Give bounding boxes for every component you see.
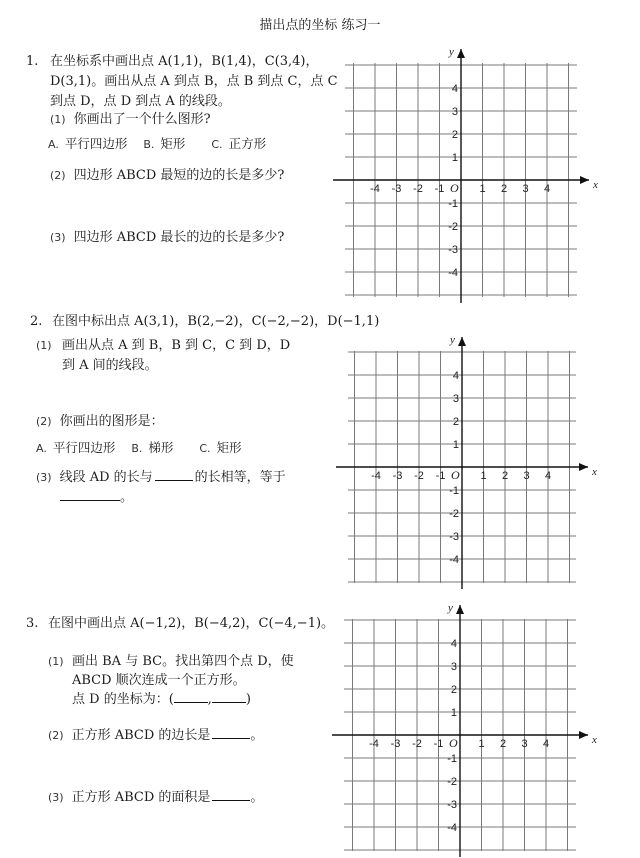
- q3-sub-2-num: (2): [48, 729, 64, 742]
- x-tick-label: -2: [413, 183, 423, 195]
- q2-sub-2-text: 你画出的图形是：: [59, 414, 164, 429]
- q3-sub-1-coord-label: 点 D 的坐标为：: [72, 692, 169, 707]
- q3-coord-open: (: [168, 692, 174, 707]
- y-tick-label: -4: [448, 267, 458, 279]
- x-tick-label: -2: [412, 738, 422, 750]
- x-tick-label: -4: [370, 183, 380, 195]
- y-axis-label: y: [450, 334, 455, 346]
- y-tick-label: -2: [447, 776, 457, 788]
- q1-option-b-text: 矩形: [160, 136, 186, 151]
- x-tick-label: -3: [391, 183, 402, 195]
- q2-option-b-text: 梯形: [148, 440, 174, 455]
- x-tick-label: -1: [435, 470, 446, 482]
- x-axis-label: x: [592, 466, 597, 478]
- x-axis-arrow: [579, 463, 588, 471]
- x-tick-label: -3: [390, 738, 401, 750]
- y-tick-label: 2: [452, 416, 459, 428]
- y-tick-label: -3: [448, 244, 458, 256]
- y-axis-arrow: [456, 605, 464, 614]
- x-tick-label: 2: [501, 470, 509, 482]
- x-tick-label: -1: [434, 183, 445, 195]
- x-axis-arrow: [579, 731, 588, 739]
- q2-sub-3-line-2: [60, 488, 133, 507]
- y-tick-label: 3: [450, 661, 457, 673]
- x-tick-label: 1: [480, 470, 487, 482]
- q3-coord-x-blank[interactable]: [174, 690, 208, 703]
- x-tick-label: -4: [369, 738, 379, 750]
- q3-sub-2-text: 正方形 ABCD 的边长是: [71, 728, 211, 743]
- origin-label: O: [449, 736, 458, 750]
- q2-sub-1-num: (1): [36, 339, 52, 352]
- x-tick-label: 3: [522, 183, 529, 195]
- q1-options: [48, 134, 266, 152]
- q2-sub-2: [36, 412, 164, 431]
- y-axis-arrow: [457, 49, 465, 58]
- x-tick-label: 2: [500, 183, 508, 195]
- question-1-stem-line-1: 在坐标系中画出点 A(1,1)，B(1,4)，C(3,4)，: [50, 54, 319, 69]
- x-tick-label: -1: [433, 738, 444, 750]
- question-3-stem: 在图中画出点 A(−1,2)，B(−4,2)，C(−4,−1)。: [48, 616, 335, 631]
- x-axis-label: x: [593, 179, 598, 191]
- q3-sub-3-blank[interactable]: [212, 788, 250, 801]
- q1-sub-3-num: (3): [50, 231, 66, 244]
- y-tick-label: -4: [449, 554, 459, 566]
- q2-option-a-label: A.: [36, 442, 47, 455]
- y-tick-label: 1: [452, 439, 459, 451]
- y-axis-arrow: [458, 337, 466, 346]
- q1-sub-3-text: 四边形 ABCD 最长的边的长是多少?: [73, 230, 285, 245]
- question-1-stem-line-3: 到点 D，点 D 到点 A 的线段。: [50, 94, 231, 109]
- q2-sub-3: [36, 468, 286, 487]
- coordinate-grid-3[interactable]: [345, 592, 605, 854]
- x-tick-label: -3: [392, 470, 403, 482]
- q3-sub-1-line-2: ABCD 顺次连成一个正方形。: [72, 673, 246, 688]
- q3-sub-3: [48, 788, 263, 807]
- coordinate-grid-1[interactable]: [345, 45, 605, 295]
- question-2-stem: 在图中标出点 A(3,1)，B(2,−2)，C(−2,−2)，D(−1,1): [52, 314, 380, 329]
- q3-coord-comma: ,: [207, 692, 212, 707]
- y-tick-label: 4: [451, 83, 458, 95]
- q3-coord-close: ): [245, 692, 251, 707]
- q2-sub-3-text-a: 线段 AD 的长与: [59, 470, 153, 485]
- y-tick-label: 1: [451, 152, 458, 164]
- question-2-number: 2.: [30, 314, 43, 329]
- y-tick-label: -1: [448, 198, 458, 210]
- q3-sub-3-end: 。: [250, 790, 264, 805]
- q3-sub-1-line-1: 画出 BA 与 BC。找出第四个点 D，使: [72, 654, 294, 669]
- q2-sub-1-line-2: 到 A 间的线段。: [62, 358, 158, 373]
- y-tick-label: 4: [450, 638, 457, 650]
- q2-sub-3-blank-2[interactable]: [60, 488, 120, 501]
- question-3-number: 3.: [26, 616, 39, 631]
- y-tick-label: -1: [449, 485, 459, 497]
- question-1-stem-line-2: D(3,1)。画出从点 A 到点 B，点 B 到点 C，点 C: [50, 74, 338, 89]
- q2-sub-2-num: (2): [36, 415, 52, 428]
- q1-option-a-label: A.: [48, 138, 59, 151]
- q1-option-c-label: C.: [211, 138, 223, 151]
- q2-option-a-text: 平行四边形: [52, 440, 116, 455]
- y-tick-label: 4: [452, 370, 459, 382]
- q2-sub-3-text-c: 。: [120, 490, 134, 505]
- x-tick-label: 4: [542, 738, 550, 750]
- q1-sub-2: [50, 166, 284, 185]
- q3-sub-2: [48, 726, 263, 745]
- x-tick-label: 3: [521, 738, 528, 750]
- worksheet-title: 描出点的坐标 练习一: [259, 18, 381, 33]
- x-axis-arrow: [580, 176, 589, 184]
- origin-label: O: [451, 468, 460, 482]
- q1-option-b-label: B.: [143, 138, 155, 151]
- q1-option-a-text: 平行四边形: [64, 136, 128, 151]
- y-tick-label: -4: [447, 822, 457, 834]
- q2-sub-3-num: (3): [36, 471, 52, 484]
- coordinate-grid-2[interactable]: [345, 330, 605, 592]
- y-axis-label: y: [448, 602, 453, 614]
- q1-sub-1-num: (1): [50, 113, 66, 126]
- q3-sub-2-blank[interactable]: [212, 726, 250, 739]
- q1-sub-3: [50, 228, 284, 247]
- origin-label: O: [450, 181, 459, 195]
- q2-sub-3-text-b: 的长相等，等于: [194, 470, 286, 485]
- y-tick-label: 2: [450, 684, 457, 696]
- q2-options: [36, 438, 242, 456]
- y-tick-label: 3: [452, 393, 459, 405]
- q1-sub-1: [50, 110, 211, 129]
- question-1-number: 1.: [26, 54, 39, 69]
- y-tick-label: -1: [447, 753, 457, 765]
- q2-option-b-label: B.: [131, 442, 143, 455]
- x-tick-label: -2: [414, 470, 424, 482]
- q3-sub-3-text: 正方形 ABCD 的面积是: [71, 790, 211, 805]
- x-tick-label: 4: [543, 183, 551, 195]
- q2-sub-3-blank-1[interactable]: [155, 468, 193, 481]
- y-tick-label: -2: [449, 508, 459, 520]
- q2-sub-1-line-1: 画出从点 A 到 B，B 到 C，C 到 D，D: [62, 338, 291, 353]
- x-tick-label: 3: [523, 470, 530, 482]
- y-axis-label: y: [449, 46, 454, 58]
- y-tick-label: 1: [450, 707, 457, 719]
- x-tick-label: 1: [479, 183, 486, 195]
- y-tick-label: 2: [451, 129, 458, 141]
- x-tick-label: 2: [499, 738, 507, 750]
- q3-sub-1-line-3: [72, 690, 251, 709]
- x-axis-label: x: [592, 734, 597, 746]
- x-tick-label: 4: [544, 470, 552, 482]
- x-tick-label: -4: [371, 470, 381, 482]
- q1-sub-1-text: 你画出了一个什么图形?: [73, 112, 211, 127]
- y-tick-label: 3: [451, 106, 458, 118]
- x-tick-label: 1: [478, 738, 485, 750]
- q2-option-c-label: C.: [199, 442, 211, 455]
- q1-option-c-text: 正方形: [228, 136, 267, 151]
- q1-sub-2-text: 四边形 ABCD 最短的边的长是多少?: [73, 168, 285, 183]
- q2-option-c-text: 矩形: [216, 440, 242, 455]
- q3-sub-3-num: (3): [48, 791, 64, 804]
- q3-coord-y-blank[interactable]: [212, 690, 246, 703]
- y-tick-label: -3: [449, 531, 459, 543]
- q1-sub-2-num: (2): [50, 169, 66, 182]
- y-tick-label: -3: [447, 799, 457, 811]
- y-tick-label: -2: [448, 221, 458, 233]
- q3-sub-1-num: (1): [48, 655, 64, 668]
- q3-sub-2-end: 。: [250, 728, 264, 743]
